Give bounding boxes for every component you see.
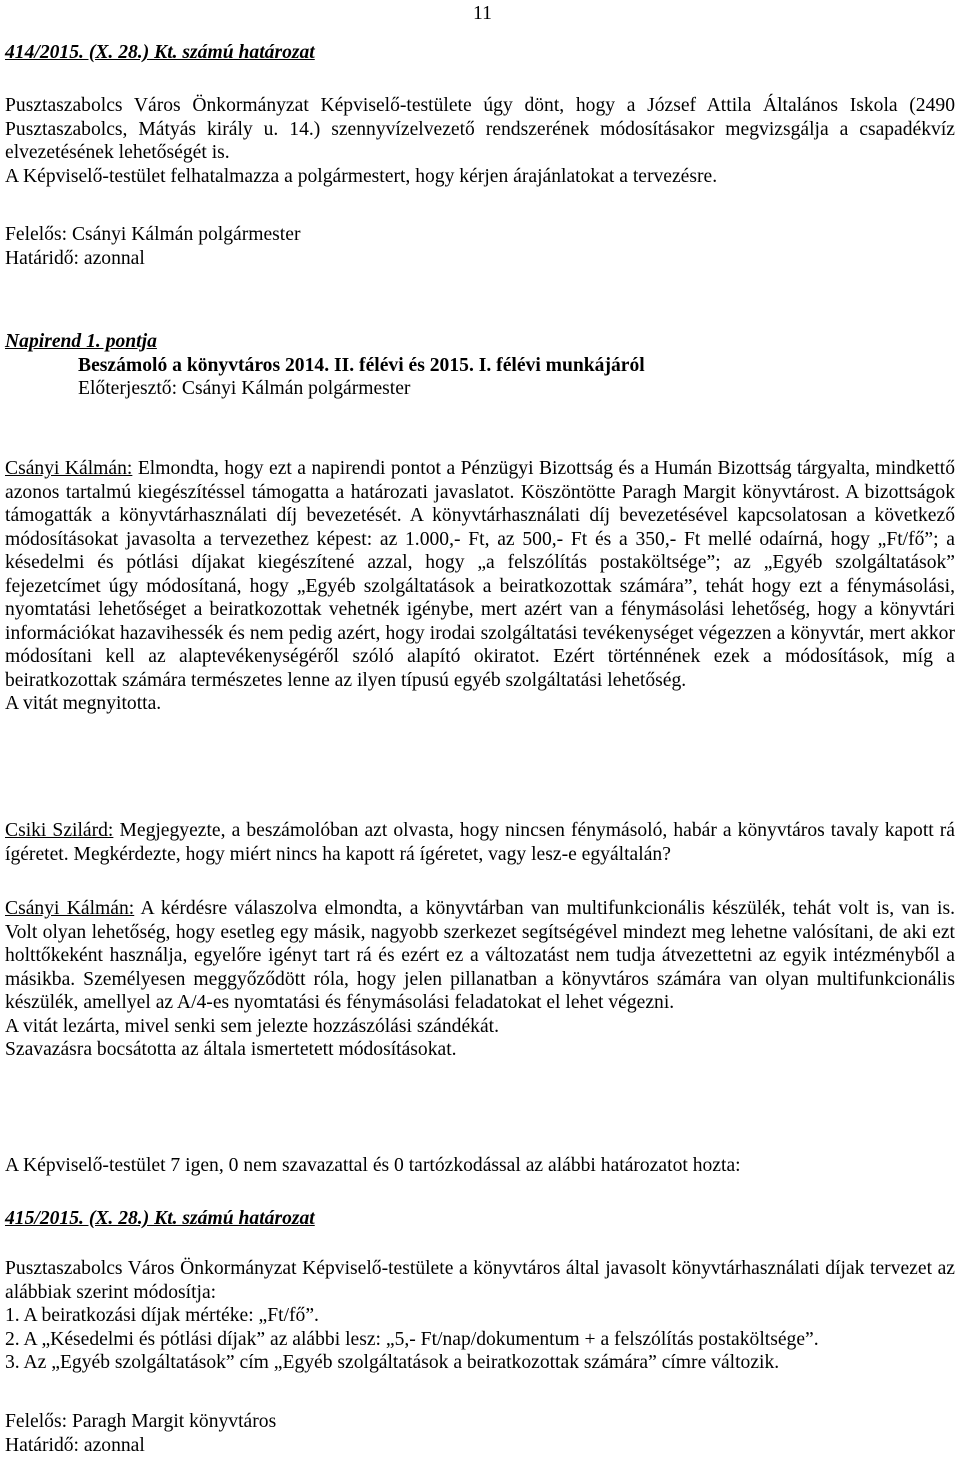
speech-paragraph — [5, 819, 955, 866]
resolution-414-footer — [5, 223, 955, 270]
speaker-name: Csányi Kálmán: — [5, 898, 135, 919]
resolution-415-intro: Pusztaszabolcs Város Önkormányzat Képviselő-testülete a könyvtáros által javasolt könyvtárhasználati díjak tervezet az alábbiak szerint módosítja: — [5, 1258, 955, 1303]
resolution-415-item: 1. A beiratkozási díjak mértéke: „Ft/fő”. — [5, 1305, 319, 1326]
agenda-presenter: Előterjesztő: Csányi Kálmán polgármester — [78, 378, 411, 399]
resolution-415-footer — [5, 1410, 955, 1457]
resolution-414-paragraph: Pusztaszabolcs Város Önkormányzat Képviselő-testülete úgy dönt, hogy a József Attila Általános Iskola (2490 Pusztaszabolcs, Mátyás király u. 14.) szennyvízelvezető rendszerének módosításakor megvizsgálja a csapadékvíz elvezetésének lehetőségét is. — [5, 95, 955, 163]
discussion-block-3 — [5, 897, 955, 1062]
speech-paragraph — [5, 457, 955, 692]
responsible-line: Felelős: Paragh Margit könyvtáros — [5, 1411, 277, 1432]
resolution-415-title: 415/2015. (X. 28.) Kt. számú határozat — [5, 1208, 315, 1229]
resolution-414-paragraph: A Képviselő-testület felhatalmazza a polgármestert, hogy kérjen árajánlatokat a tervezésre. — [5, 165, 718, 187]
speaker-name: Csányi Kálmán: — [5, 458, 133, 479]
agenda-title: Beszámoló a könyvtáros 2014. II. félévi és 2015. I. félévi munkájáról — [78, 354, 645, 376]
discussion-close: A vitát lezárta, mivel senki sem jelezte hozzászólási szándékát. — [5, 1015, 499, 1037]
deadline-line: Határidő: azonnal — [5, 1434, 145, 1456]
deadline-line: Határidő: azonnal — [5, 247, 145, 269]
resolution-415-item: 2. A „Késedelmi és pótlási díjak” az alábbi lesz: „5,- Ft/nap/dokumentum + a felszólítás postaköltsége”. — [5, 1328, 819, 1350]
resolution-414-title: 414/2015. (X. 28.) Kt. számú határozat — [5, 42, 315, 63]
speech-text: Megjegyezte, a beszámolóban azt olvasta, hogy nincsen fénymásoló, habár a könyvtáros tavaly kapott rá ígéretet. Megkérdezte, hogy miért nincs ha kapott rá ígéretet, vagy lesz-e egyáltalán? — [5, 820, 955, 865]
resolution-415-item: 3. Az „Egyéb szolgáltatások” cím „Egyéb szolgáltatások a beiratkozottak számára” címre változik. — [5, 1352, 780, 1373]
vote-result: A Képviselő-testület 7 igen, 0 nem szavazattal és 0 tartózkodással az alábbi határozatot hozta: — [5, 1155, 741, 1176]
discussion-block-1 — [5, 457, 955, 716]
discussion-open: A vitát megnyitotta. — [5, 693, 162, 714]
speaker-name: Csiki Szilárd: — [5, 820, 114, 841]
speech-text: A kérdésre válaszolva elmondta, a könyvtárban van multifunkcionális készülék, tehát volt is, van is. Volt olyan lehetőség, hogy esetleg egy másik, nagyobb szerkezet segítségével mindezt meg lehetne valósítani, de aki ezt holttőkeként használja, egyelőre igényt tart rá és ezért ez a változatást nem tudja átvezettetni az egyik intézményből a másikba. Személyesen meggyőződött róla, hogy jelen pillanatban a könyvtáros számára van olyan multifunkcionális készülék, amellyel az A/4-es nyomtatási és fénymásolási feladatokat el lehet végezni. — [5, 898, 956, 1013]
vote-call: Szavazásra bocsátotta az általa ismertetett módosításokat. — [5, 1039, 457, 1060]
page-number: 11 — [473, 3, 492, 24]
speech-paragraph — [5, 897, 955, 1015]
resolution-414-body — [5, 94, 955, 188]
responsible-line: Felelős: Csányi Kálmán polgármester — [5, 224, 301, 245]
resolution-415-body — [5, 1257, 955, 1375]
agenda-label: Napirend 1. pontja — [5, 331, 157, 352]
speech-text: Elmondta, hogy ezt a napirendi pontot a Pénzügyi Bizottság és a Humán Bizottság tárgyalta, mindkettő azonos tartalmú kiegészítéssel támogatta a határozati javaslatot. Köszöntötte Paragh Margit könyvtárost. A bizottságok támogatták a könyvtárhasználati díj bevezetését. A könyvtárhasználati díj bevezetésével kapcsolatosan a következő módosításokat javasolta a tervezethez képest: az 1.000,- Ft, az 500,- Ft és a 350,- Ft mellé odaírná, hogy „Ft/fő”; a késedelmi és pótlási díjakat kiegészítené azzal, hogy „a felszólítás postaköltsége”; az „Egyéb szolgáltatások” fejezetcímet úgy módosítaná, hogy „Egyéb szolgáltatások a beiratkozottak számára”, tehát hogy ezt a fénymásolási, nyomtatási lehetőséget a beiratkozottak vehetnék igénybe, mert azért van a fénymásolási lehetőség, hogy a könyvtári információkat hazavihessék és nem pedig azért, hogy irodai szolgáltatási tevékenységet végezzen a könyvtár, mert akkor módosítani kell az alaptevékenységéről szóló alapító okiratot. Ezért történnének ezek a módosítások, míg a beiratkozottak számára természetes lenne az ilyen típusú egyéb szolgáltatási lehetőség. — [5, 458, 955, 691]
agenda-section — [5, 330, 955, 401]
discussion-block-2 — [5, 819, 955, 866]
